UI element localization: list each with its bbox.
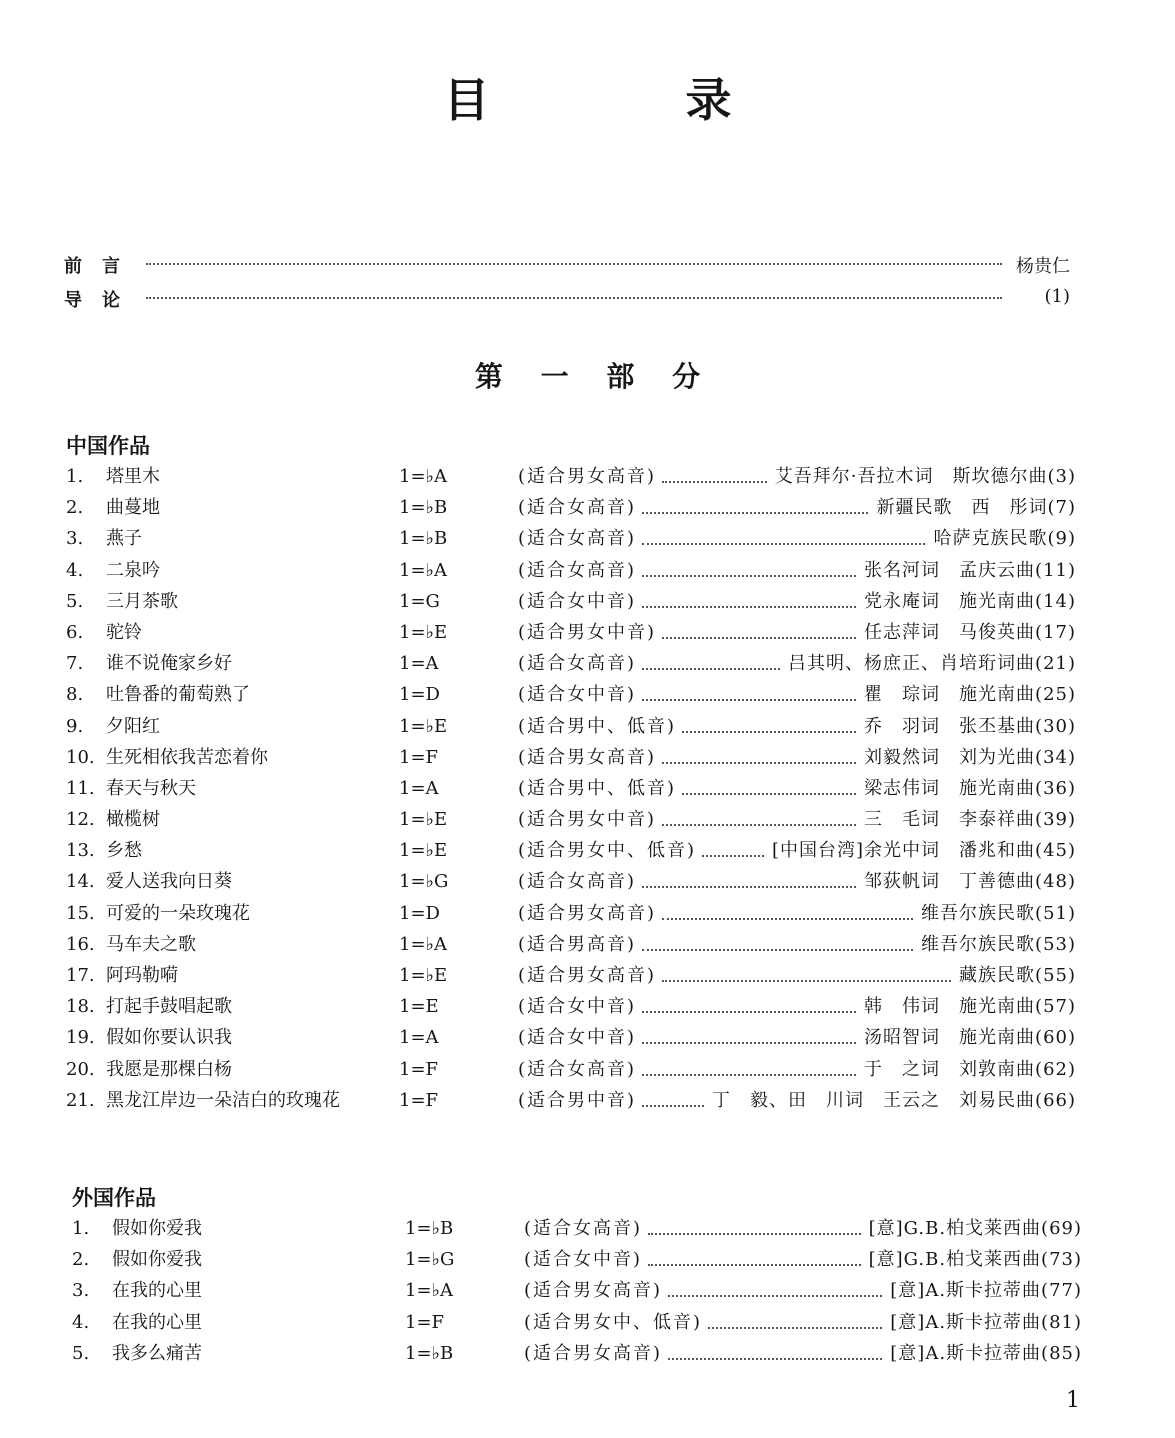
dot-leader (668, 1295, 882, 1297)
dot-leader (642, 1042, 856, 1044)
entry-key: 1=♭E (399, 809, 448, 831)
entry-title: 谁不说俺家乡好 (106, 653, 232, 675)
toc-entry[interactable] (66, 742, 1076, 773)
entry-credit: 刘毅然词 刘为光曲(34) (864, 746, 1076, 768)
entry-key: 1=♭A (399, 559, 448, 581)
entry-credit: 邹荻帆词 丁善德曲(48) (864, 871, 1076, 893)
entry-voice: (适合女高音) (518, 653, 637, 675)
entry-key: 1=F (399, 1058, 439, 1080)
entry-key: 1=D (399, 684, 440, 706)
toc-entry[interactable] (72, 1213, 1082, 1244)
entry-title: 黑龙江岸边一朵洁白的玫瑰花 (106, 1089, 340, 1111)
dot-leader (648, 1233, 861, 1235)
entry-credit: [意]A.斯卡拉蒂曲(85) (890, 1342, 1082, 1364)
toc-entry[interactable] (66, 960, 1076, 991)
entry-voice: (适合男女高音) (524, 1280, 663, 1302)
entry-credit: 维吾尔族民歌(53) (921, 933, 1076, 955)
entry-voice: (适合男女中、低音) (518, 840, 697, 862)
entry-title: 我多么痛苦 (112, 1342, 202, 1364)
dot-leader (662, 824, 856, 826)
entry-number: 10. (66, 746, 95, 768)
entry-title: 假如你要认识我 (106, 1027, 232, 1049)
dot-leader (702, 855, 764, 857)
dot-leader (642, 606, 856, 608)
entry-voice: (适合女中音) (524, 1249, 643, 1271)
entry-credit: 瞿 琮词 施光南曲(25) (864, 684, 1076, 706)
entry-key: 1=♭E (399, 840, 448, 862)
dot-leader (662, 918, 913, 920)
entry-voice: (适合男女高音) (518, 466, 657, 487)
dot-leader (662, 980, 951, 982)
entry-voice: (适合男中、低音) (518, 715, 677, 737)
dot-leader (642, 512, 868, 514)
entry-credit: [意]G.B.柏戈莱西曲(73) (868, 1249, 1082, 1271)
entry-credit: 藏族民歌(55) (959, 965, 1076, 986)
entry-title: 在我的心里 (112, 1280, 202, 1302)
entry-title: 假如你爱我 (112, 1218, 202, 1239)
entry-voice: (适合男女高音) (524, 1342, 663, 1364)
entry-credit: 哈萨克族民歌(9) (933, 528, 1076, 550)
introduction-label: 导论 (64, 290, 140, 311)
toc-entry[interactable] (66, 523, 1076, 554)
dot-leader (642, 575, 856, 577)
dot-leader (642, 668, 780, 670)
entry-credit: 三 毛词 李泰祥曲(39) (864, 809, 1076, 831)
toc-entry[interactable] (66, 1054, 1076, 1085)
dot-leader (662, 637, 856, 639)
entry-number: 13. (66, 840, 95, 862)
entry-key: 1=♭G (405, 1249, 455, 1271)
entry-title: 曲蔓地 (106, 497, 160, 519)
entry-title: 阿玛勒嗬 (106, 965, 178, 986)
entry-key: 1=♭E (399, 621, 448, 643)
entry-number: 12. (66, 809, 95, 831)
entry-number: 8. (66, 684, 84, 706)
toc-entry[interactable] (66, 679, 1076, 710)
toc-entry[interactable] (66, 461, 1076, 492)
entry-key: 1=♭E (399, 965, 448, 986)
entry-credit: 丁 毅、田 川词 王云之 刘易民曲(66) (712, 1089, 1076, 1111)
entry-title: 塔里木 (106, 466, 160, 487)
entry-credit: 任志萍词 马俊英曲(17) (864, 621, 1076, 643)
entry-credit: [中国台湾]余光中词 潘兆和曲(45) (772, 840, 1076, 862)
entry-key: 1=♭A (399, 933, 448, 955)
entry-voice: (适合女高音) (518, 1058, 637, 1080)
entry-number: 17. (66, 965, 95, 986)
entry-number: 4. (72, 1311, 90, 1333)
introduction-entry[interactable] (64, 286, 1070, 316)
dot-leader (682, 793, 856, 795)
entry-voice: (适合男女高音) (518, 746, 657, 768)
entry-number: 6. (66, 621, 84, 643)
entry-number: 3. (72, 1280, 90, 1302)
entry-title: 二泉吟 (106, 559, 160, 581)
entry-voice: (适合男女高音) (518, 902, 657, 924)
entry-title: 我愿是那棵白杨 (106, 1058, 232, 1080)
entry-voice: (适合男女中、低音) (524, 1311, 703, 1333)
entry-voice: (适合女中音) (518, 1027, 637, 1049)
entry-title: 假如你爱我 (112, 1249, 202, 1271)
entry-voice: (适合女高音) (518, 559, 637, 581)
entry-voice: (适合男女高音) (518, 965, 657, 986)
entry-title: 驼铃 (106, 621, 142, 643)
entry-number: 20. (66, 1058, 95, 1080)
entry-number: 4. (66, 559, 84, 581)
entry-title: 春天与秋天 (106, 777, 196, 799)
dot-leader (708, 1327, 882, 1329)
preface-entry[interactable] (64, 252, 1070, 282)
toc-entry[interactable] (72, 1244, 1082, 1275)
entry-number: 16. (66, 933, 95, 955)
entry-voice: (适合男中、低音) (518, 777, 677, 799)
entry-number: 5. (72, 1342, 90, 1364)
entry-key: 1=♭B (405, 1342, 454, 1364)
entry-key: 1=F (399, 1089, 439, 1111)
entry-voice: (适合女中音) (518, 684, 637, 706)
dot-leader (642, 1011, 856, 1013)
entry-voice: (适合男女中音) (518, 809, 657, 831)
toc-entry[interactable] (66, 866, 1076, 897)
section-heading-chinese: 中国作品 (66, 433, 150, 458)
section-heading-foreign: 外国作品 (72, 1185, 156, 1210)
entry-title: 橄榄树 (106, 809, 160, 831)
entry-title: 生死相依我苦恋着你 (106, 746, 268, 768)
entry-key: 1=♭A (405, 1280, 454, 1302)
dot-leader (682, 731, 856, 733)
dot-leader (642, 1105, 704, 1107)
toc-entry[interactable] (72, 1338, 1082, 1369)
entry-credit: 梁志伟词 施光南曲(36) (864, 777, 1076, 799)
entry-voice: (适合男女中音) (518, 621, 657, 643)
entry-voice: (适合女中音) (518, 590, 637, 612)
toc-entry[interactable] (66, 1022, 1076, 1053)
toc-entry[interactable] (66, 617, 1076, 648)
entry-credit: [意]G.B.柏戈莱西曲(69) (868, 1218, 1082, 1239)
entry-title: 乡愁 (106, 840, 142, 862)
toc-entry[interactable] (66, 648, 1076, 679)
entry-voice: (适合女高音) (518, 528, 637, 550)
entry-title: 马车夫之歌 (106, 933, 196, 955)
entry-credit: 维吾尔族民歌(51) (921, 902, 1076, 924)
entry-title: 可爱的一朵玫瑰花 (106, 902, 250, 924)
entry-key: 1=♭E (399, 715, 448, 737)
entry-title: 打起手鼓唱起歌 (106, 996, 232, 1018)
entry-number: 2. (66, 497, 84, 519)
dot-leader (146, 297, 1002, 299)
dot-leader (662, 762, 856, 764)
entry-credit: 于 之词 刘敦南曲(62) (864, 1058, 1076, 1080)
entry-number: 21. (66, 1089, 95, 1111)
toc-entry[interactable] (66, 492, 1076, 523)
entry-voice: (适合女高音) (524, 1218, 643, 1239)
entry-number: 7. (66, 653, 84, 675)
entry-title: 吐鲁番的葡萄熟了 (106, 684, 250, 706)
entry-title: 在我的心里 (112, 1311, 202, 1333)
entry-credit: [意]A.斯卡拉蒂曲(81) (890, 1311, 1082, 1333)
dot-leader (642, 886, 856, 888)
entry-voice: (适合女中音) (518, 996, 637, 1018)
toc-entry[interactable] (66, 711, 1076, 742)
entry-number: 1. (72, 1218, 90, 1239)
toc-entry[interactable] (66, 555, 1076, 586)
page-title: 目 录 (443, 73, 822, 127)
chinese-works-list (66, 461, 1076, 1116)
entry-number: 3. (66, 528, 84, 550)
entry-key: 1=♭A (399, 466, 448, 487)
page-number: 1 (1066, 1388, 1080, 1413)
toc-entry[interactable] (66, 804, 1076, 835)
entry-key: 1=♭B (399, 497, 448, 519)
entry-key: 1=F (399, 746, 439, 768)
dot-leader (648, 1264, 861, 1266)
entry-title: 爱人送我向日葵 (106, 871, 232, 893)
entry-number: 2. (72, 1249, 90, 1271)
entry-number: 15. (66, 902, 95, 924)
entry-credit: 张名河词 孟庆云曲(11) (864, 559, 1076, 581)
entry-key: 1=♭B (399, 528, 448, 550)
dot-leader (642, 543, 925, 545)
dot-leader (642, 699, 856, 701)
preface-author: 杨贵仁 (1016, 256, 1070, 277)
entry-credit: 韩 伟词 施光南曲(57) (864, 996, 1076, 1018)
entry-number: 11. (66, 777, 95, 799)
entry-title: 三月茶歌 (106, 590, 178, 612)
toc-entry[interactable] (66, 929, 1076, 960)
dot-leader (662, 481, 767, 483)
entry-key: 1=A (399, 777, 439, 799)
toc-entry[interactable] (66, 898, 1076, 929)
entry-title: 燕子 (106, 528, 142, 550)
dot-leader (642, 949, 913, 951)
entry-voice: (适合女高音) (518, 497, 637, 519)
entry-number: 19. (66, 1027, 95, 1049)
entry-credit: 乔 羽词 张丕基曲(30) (864, 715, 1076, 737)
entry-credit: 吕其明、杨庶正、肖培珩词曲(21) (788, 653, 1076, 675)
toc-entry[interactable] (66, 835, 1076, 866)
entry-credit: 艾吾拜尔·吾拉木词 斯坎德尔曲(3) (774, 466, 1076, 487)
entry-number: 9. (66, 715, 84, 737)
toc-entry[interactable] (66, 1085, 1076, 1116)
entry-key: 1=D (399, 902, 440, 924)
entry-number: 18. (66, 996, 95, 1018)
entry-voice: (适合男中音) (518, 1089, 637, 1111)
toc-entry[interactable] (72, 1275, 1082, 1306)
entry-key: 1=F (405, 1311, 445, 1333)
dot-leader (642, 1074, 856, 1076)
foreign-works-list (72, 1213, 1082, 1369)
dot-leader (668, 1358, 882, 1360)
toc-entry[interactable] (72, 1307, 1082, 1338)
entry-number: 5. (66, 590, 84, 612)
entry-key: 1=E (399, 996, 439, 1018)
toc-entry[interactable] (66, 586, 1076, 617)
entry-credit: 汤昭智词 施光南曲(60) (864, 1027, 1076, 1049)
preface-label: 前言 (64, 256, 140, 277)
entry-voice: (适合女高音) (518, 871, 637, 893)
entry-credit: 党永庵词 施光南曲(14) (864, 590, 1076, 612)
toc-entry[interactable] (66, 773, 1076, 804)
entry-title: 夕阳红 (106, 715, 160, 737)
entry-voice: (适合男高音) (518, 933, 637, 955)
entry-credit: 新疆民歌 西 彤词(7) (876, 497, 1076, 519)
entry-key: 1=G (399, 590, 440, 612)
toc-entry[interactable] (66, 991, 1076, 1022)
part-heading: 第 一 部 分 (474, 360, 715, 393)
entry-key: 1=A (399, 653, 439, 675)
entry-number: 1. (66, 466, 84, 487)
dot-leader (146, 263, 1002, 265)
entry-credit: [意]A.斯卡拉蒂曲(77) (890, 1280, 1082, 1302)
entry-key: 1=♭G (399, 871, 449, 893)
entry-number: 14. (66, 871, 95, 893)
entry-key: 1=A (399, 1027, 439, 1049)
entry-key: 1=♭B (405, 1218, 454, 1239)
introduction-page: (1) (1044, 286, 1070, 307)
